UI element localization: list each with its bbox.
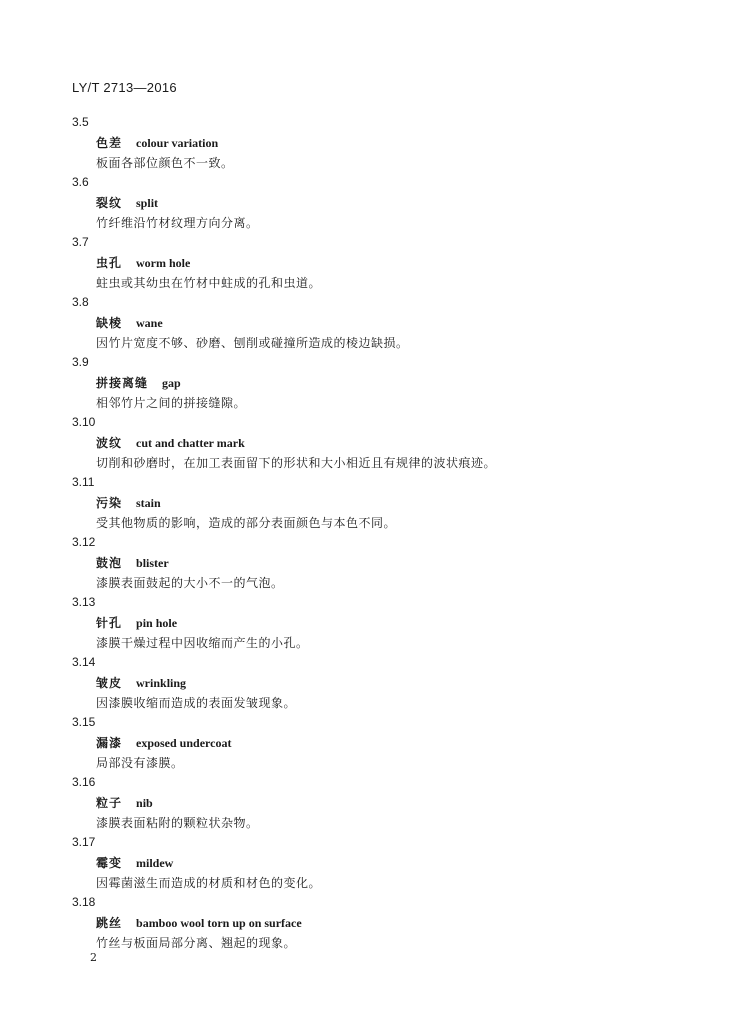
term-definition: 漆膜干燥过程中因收缩而产生的小孔。 (96, 636, 309, 650)
term-line (96, 854, 173, 872)
clause-number: 3.6 (72, 175, 89, 189)
term-chinese: 皱皮 (96, 676, 123, 690)
term-definition: 因竹片宽度不够、砂磨、刨削或碰撞所造成的棱边缺损。 (96, 336, 409, 350)
clause-number: 3.7 (72, 235, 89, 249)
term-entry (72, 413, 692, 473)
term-entry (72, 233, 692, 293)
term-chinese: 粒子 (96, 796, 123, 810)
term-entry (72, 653, 692, 713)
term-definition: 蛀虫或其幼虫在竹材中蛀成的孔和虫道。 (96, 276, 322, 290)
clause-number: 3.9 (72, 355, 89, 369)
clause-number: 3.17 (72, 835, 96, 849)
term-chinese: 针孔 (96, 616, 123, 630)
term-definition: 相邻竹片之间的拼接缝隙。 (96, 396, 247, 410)
term-english: cut and chatter mark (136, 436, 245, 450)
clause-number: 3.8 (72, 295, 89, 309)
term-definition: 漆膜表面粘附的颗粒状杂物。 (96, 816, 259, 830)
term-english: gap (162, 376, 181, 390)
clause-number: 3.18 (72, 895, 96, 909)
term-line (96, 434, 245, 452)
term-entry (72, 833, 692, 893)
term-chinese: 跳丝 (96, 916, 123, 930)
term-english: stain (136, 496, 161, 510)
term-entry (72, 173, 692, 233)
term-english: worm hole (136, 256, 191, 270)
term-english: bamboo wool torn up on surface (136, 916, 302, 930)
term-chinese: 虫孔 (96, 256, 123, 270)
term-chinese: 缺棱 (96, 316, 123, 330)
term-definition: 因霉菌滋生而造成的材质和材色的变化。 (96, 876, 322, 890)
term-definition: 受其他物质的影响，造成的部分表面颜色与本色不同。 (96, 516, 397, 530)
term-definition: 漆膜表面鼓起的大小不一的气泡。 (96, 576, 284, 590)
standard-code-header: LY/T 2713—2016 (72, 80, 177, 95)
clause-number: 3.15 (72, 715, 96, 729)
term-chinese: 漏漆 (96, 736, 123, 750)
term-line (96, 554, 169, 572)
term-list (72, 113, 692, 953)
term-english: split (136, 196, 159, 210)
term-entry (72, 713, 692, 773)
term-chinese: 波纹 (96, 436, 123, 450)
term-english: nib (136, 796, 153, 810)
term-line (96, 914, 302, 932)
term-line (96, 254, 190, 272)
term-definition: 切削和砂磨时，在加工表面留下的形状和大小相近且有规律的波状痕迹。 (96, 456, 497, 470)
term-chinese: 拼接离缝 (96, 376, 149, 390)
term-english: mildew (136, 856, 174, 870)
clause-number: 3.16 (72, 775, 96, 789)
term-english: exposed undercoat (136, 736, 232, 750)
term-definition: 竹丝与板面局部分离、翘起的现象。 (96, 936, 297, 950)
term-line (96, 314, 163, 332)
term-definition: 局部没有漆膜。 (96, 756, 184, 770)
term-line (96, 734, 231, 752)
term-entry (72, 293, 692, 353)
term-english: colour variation (136, 136, 219, 150)
term-english: wrinkling (136, 676, 187, 690)
term-entry (72, 113, 692, 173)
term-english: blister (136, 556, 169, 570)
term-entry (72, 773, 692, 833)
term-line (96, 614, 177, 632)
term-chinese: 鼓泡 (96, 556, 123, 570)
term-line (96, 374, 181, 392)
term-entry (72, 593, 692, 653)
clause-number: 3.10 (72, 415, 96, 429)
term-entry (72, 533, 692, 593)
term-entry (72, 353, 692, 413)
term-chinese: 色差 (96, 136, 123, 150)
term-line (96, 674, 186, 692)
clause-number: 3.13 (72, 595, 96, 609)
term-definition: 因漆膜收缩而造成的表面发皱现象。 (96, 696, 297, 710)
term-definition: 板面各部位颜色不一致。 (96, 156, 234, 170)
term-definition: 竹纤维沿竹材纹理方向分离。 (96, 216, 259, 230)
clause-number: 3.11 (72, 475, 95, 489)
page-number: 2 (90, 951, 97, 964)
term-english: wane (136, 316, 163, 330)
term-chinese: 裂纹 (96, 196, 123, 210)
term-chinese: 污染 (96, 496, 123, 510)
clause-number: 3.5 (72, 115, 89, 129)
term-chinese: 霉变 (96, 856, 123, 870)
clause-number: 3.12 (72, 535, 96, 549)
term-line (96, 134, 218, 152)
term-entry (72, 473, 692, 533)
clause-number: 3.14 (72, 655, 96, 669)
term-line (96, 794, 153, 812)
term-line (96, 194, 158, 212)
term-line (96, 494, 161, 512)
term-english: pin hole (136, 616, 178, 630)
term-entry (72, 893, 692, 953)
